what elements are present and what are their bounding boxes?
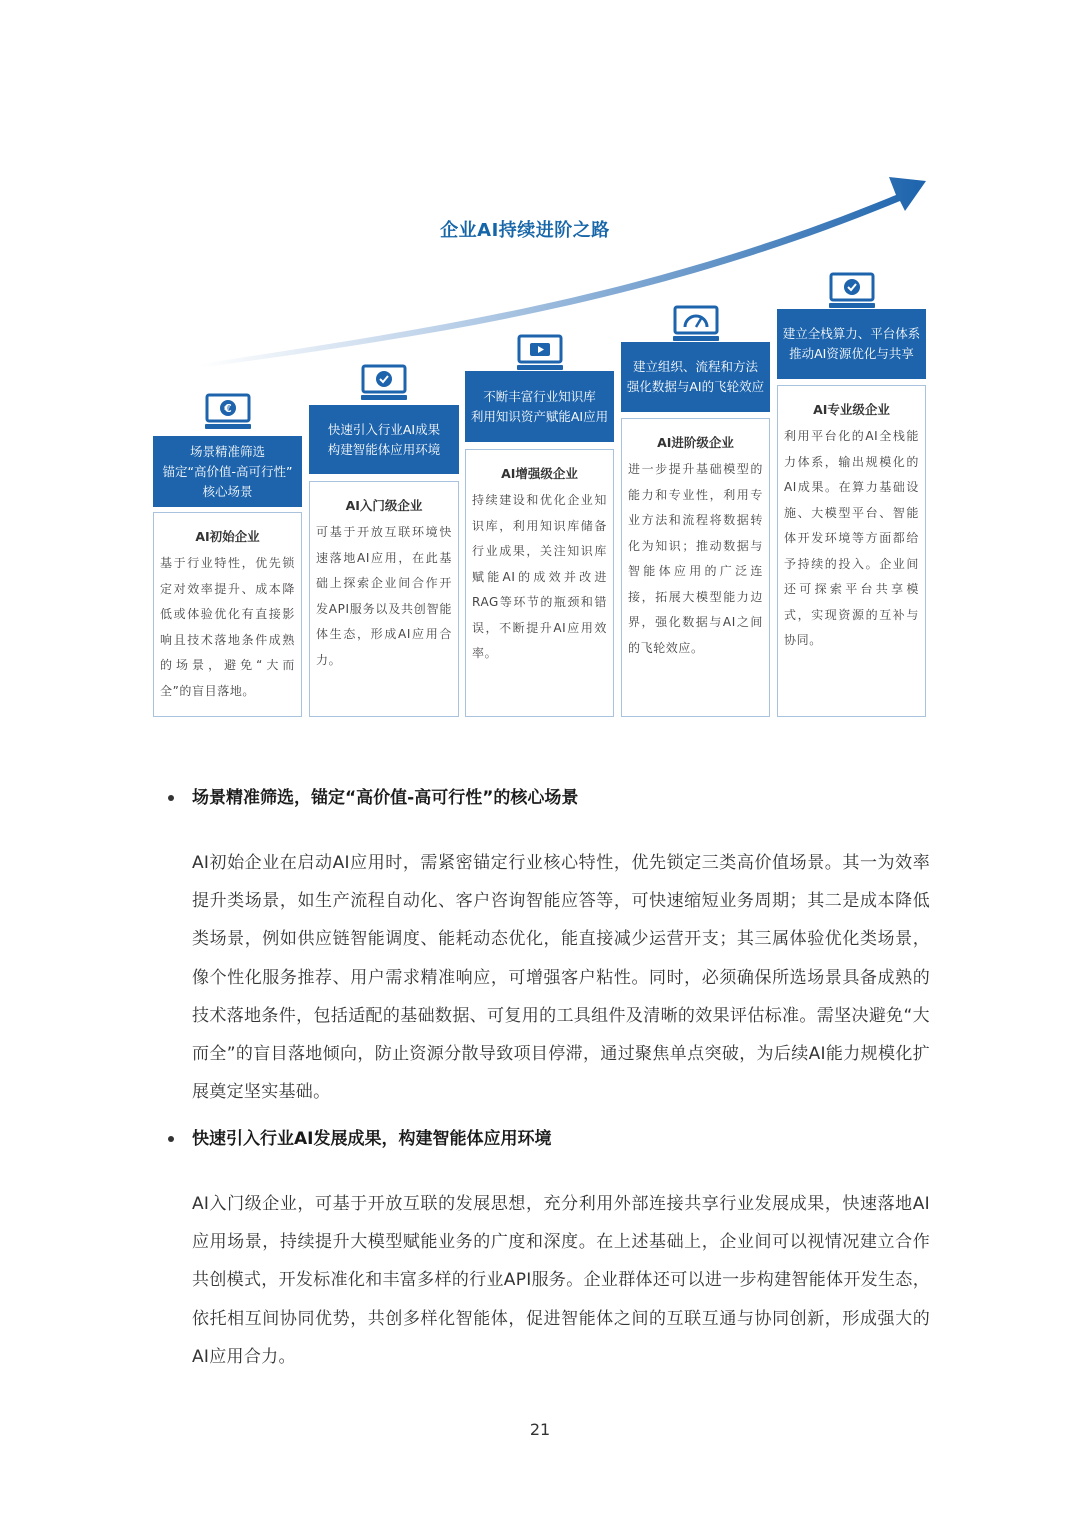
- stage-card: [309, 481, 459, 717]
- banner-line: 场景精准筛选: [189, 443, 265, 459]
- stage-level: AI增强级企业: [501, 466, 578, 481]
- stage-description: 利用平台化的AI全栈能力体系，输出规模化的AI成果。在算力基础设施、大模型平台、智能体开发环境等方面都给予持续的投入。企业间还可探索平台共享模式，实现资源的互补与协同。: [784, 429, 919, 647]
- stage-level: AI入门级企业: [345, 498, 423, 513]
- banner-line: 建立全栈算力、平台体系: [782, 326, 921, 341]
- stage-banner: [621, 342, 770, 412]
- section-heading: [160, 786, 930, 810]
- banner-line: 推动AI资源优化与共享: [789, 346, 914, 361]
- diagram-title: 企业AI持续进阶之路: [440, 220, 610, 241]
- banner-line: 核心场景: [202, 483, 253, 499]
- bullet-icon: [168, 795, 174, 801]
- section-heading-text: 快速引入行业AI发展成果，构建智能体应用环境: [192, 1129, 552, 1149]
- banner-line: 快速引入行业AI成果: [327, 421, 441, 437]
- page-number: 21: [529, 1420, 551, 1439]
- section-heading: [160, 1127, 930, 1151]
- monitor-video-icon: [517, 334, 563, 372]
- stage-level: AI进阶级企业: [657, 435, 734, 450]
- stage-level: AI专业级企业: [813, 402, 890, 417]
- bullet-icon: [168, 1136, 174, 1142]
- section-body: AI初始企业在启动AI应用时，需紧密锚定行业核心特性，优先锁定三类高价值场景。其一为效率提升类场景，如生产流程自动化、客户咨询智能应答等，可快速缩短业务周期；其二是成本降低类场景，例如供应链智能调度、能耗动态优化，能直接减少运营开支；其三属体验优化类场景，像个性化服务推荐、用户需求精准响应，可增强客户粘性。同时，必须确保所选场景具备成熟的技术落地条件，包括适配的基础数据、可复用的工具组件及清晰的效果评估标准。需坚决避免“大而全”的盲目落地倾向，防止资源分散导致项目停滞，通过聚焦单点突破，为后续AI能力规模化扩展奠定坚实基础。: [192, 853, 930, 1103]
- banner-line: 构建智能体应用环境: [327, 441, 441, 457]
- banner-line: 锚定“高价值-高可行性”: [162, 463, 293, 479]
- stage-description: 持续建设和优化企业知识库，利用知识库储备行业成果，关注知识库赋能AI的成效并改进RAG等环节的瓶颈和错误，不断提升AI应用效率。: [472, 493, 607, 660]
- banner-line: 利用知识资产赋能AI应用: [470, 408, 609, 424]
- stage-level: AI初始企业: [195, 529, 260, 544]
- svg-text:€: €: [224, 402, 232, 415]
- banner-line: 不断丰富行业知识库: [483, 388, 596, 404]
- stage-description: 进一步提升基础模型的能力和专业性，利用专业方法和流程将数据转化为知识；推动数据与智能体应用的广泛连接，拓展大模型能力边界，强化数据与AI之间的飞轮效应。: [628, 462, 763, 655]
- banner-line: 建立组织、流程和方法: [632, 359, 758, 374]
- stage-card: [465, 449, 614, 717]
- stage-banner: [309, 405, 459, 474]
- stage-card: [777, 385, 926, 717]
- section-heading-text: 场景精准筛选，锚定“高价值-高可行性”的核心场景: [192, 788, 579, 808]
- stage-banner: [153, 436, 302, 507]
- section-body: AI入门级企业，可基于开放互联的发展思想，充分利用外部连接共享行业发展成果，快速落地AI应用场景，持续提升大模型赋能业务的广度和深度。在上述基础上，企业间可以视情况建立合作共创模式，开发标准化和丰富多样的行业API服务。企业群体还可以进一步构建智能体开发生态，依托相互间协同优势，共创多样化智能体，促进智能体之间的互联互通与协同创新，形成强大的AI应用合力。: [192, 1194, 930, 1367]
- stage-card: [153, 512, 302, 717]
- stage-banner: [777, 309, 926, 379]
- monitor-euro-icon: [205, 393, 251, 431]
- stage-banner: [465, 371, 614, 442]
- section-industry-ai: [160, 1127, 930, 1376]
- monitor-gauge-icon: [673, 305, 719, 343]
- monitor-check-icon: [361, 364, 407, 402]
- stage-card: [621, 418, 770, 717]
- monitor-check-icon: [829, 272, 875, 310]
- banner-line: 强化数据与AI的飞轮效应: [626, 379, 765, 394]
- stage-description: 可基于开放互联环境快速落地AI应用，在此基础上探索企业间合作开发API服务以及共创智能体生态，形成AI应用合力。: [316, 525, 452, 667]
- stage-description: 基于行业特性，优先锁定对效率提升、成本降低或体验优化有直接影响且技术落地条件成熟的场景，避免“大而全”的盲目落地。: [160, 556, 295, 698]
- section-scenario-selection: [160, 786, 930, 1111]
